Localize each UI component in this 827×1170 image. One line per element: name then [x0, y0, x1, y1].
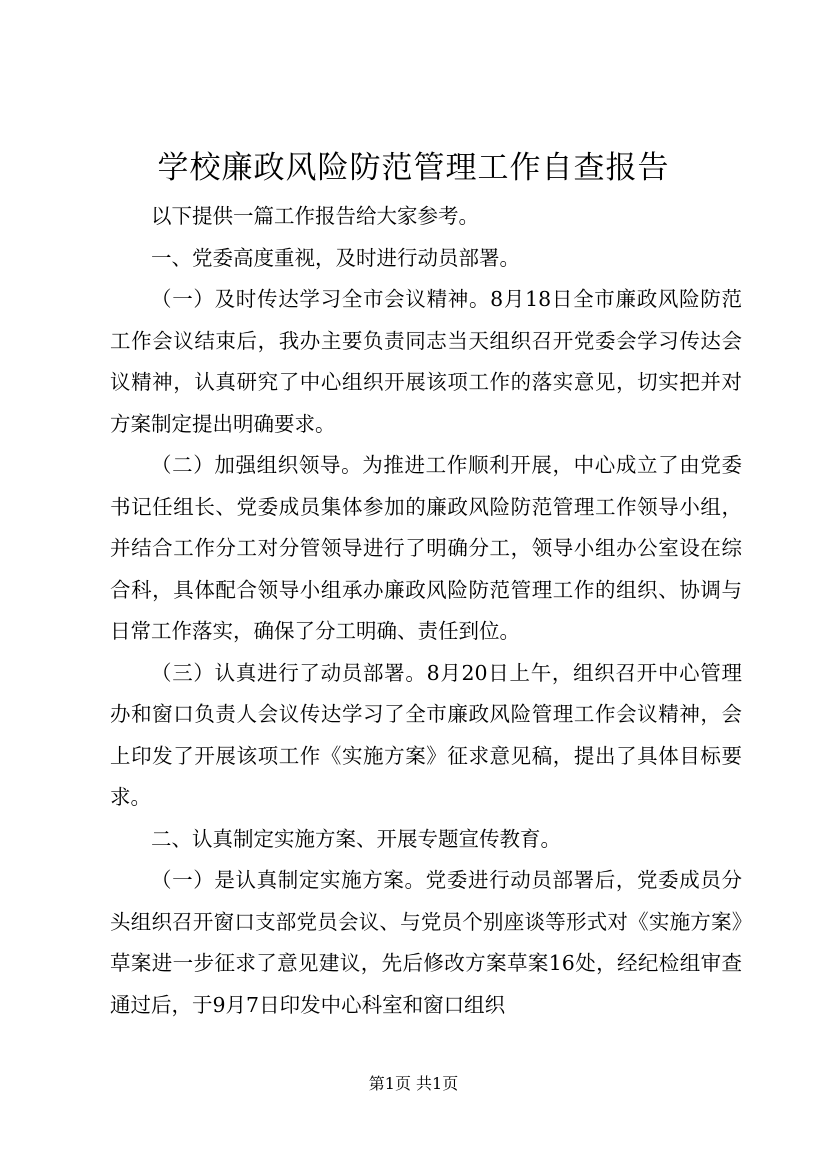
paragraph-section-2-heading: 二、认真制定实施方案、开展专题宣传教育。 [151, 826, 561, 851]
paragraph-intro: 以下提供一篇工作报告给大家参考。 [151, 204, 479, 228]
paragraph-section-1-heading: 一、党委高度重视，及时进行动员部署。 [151, 245, 520, 270]
document-title: 学校廉政风险防范管理工作自查报告 [157, 150, 670, 186]
paragraph-section-1-item-1: （一）及时传达学习全市会议精神。8月18日全市廉政风险防范工作会议结束后，我办主要负责同志当天组织召开党委会学习传达会议精神，认真研究了中心组织开展该项工作的落实意见，切实把并对方案制定提出明确要求。 [110, 287, 742, 436]
paragraph-section-2-item-1: （一）是认真制定实施方案。党委进行动员部署后，党委成员分头组织召开窗口支部党员会议、与党员个别座谈等形式对《实施方案》草案进一步征求了意见建议，先后修改方案草案16处，经纪检组审查通过后，于9月7日印发中心科室和窗口组织 [110, 868, 742, 1017]
paragraph-section-1-item-3: （三）认真进行了动员部署。8月20日上午，组织召开中心管理办和窗口负责人会议传达学习了全市廉政风险管理工作会议精神，会上印发了开展该项工作《实施方案》征求意见稿，提出了具体目标要求。 [110, 660, 742, 809]
document-body [110, 196, 742, 1026]
page-footer: 第1页 共1页 [368, 1074, 459, 1093]
paragraph-section-1-item-2: （二）加强组织领导。为推进工作顺利开展，中心成立了由党委书记任组长、党委成员集体参加的廉政风险防范管理工作领导小组，并结合工作分工对分管领导进行了明确分工，领导小组办公室设在综合科，具体配合领导小组承办廉政风险防范管理工作的组织、协调与日常工作落实，确保了分工明确、责任到位。 [110, 453, 742, 643]
